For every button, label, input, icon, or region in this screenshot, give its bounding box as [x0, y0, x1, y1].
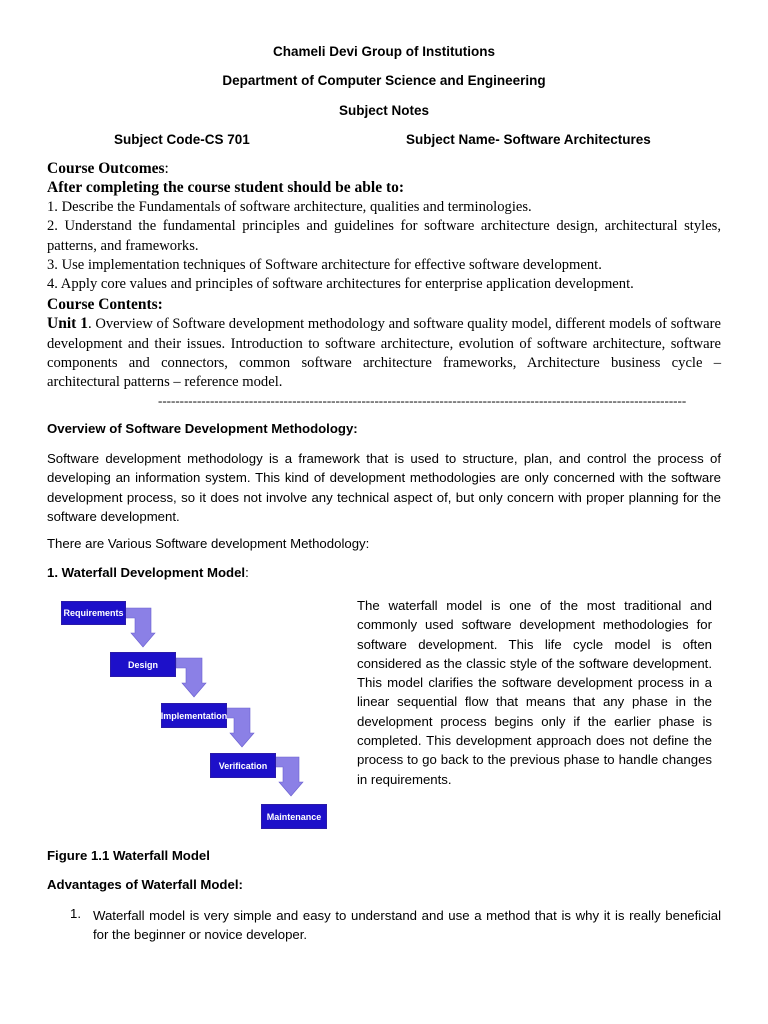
waterfall-description: The waterfall model is one of the most traditional and commonly used software development methodologies for software development. This life cycle model is often considered as the classic style of the software development. This model clarifies the software development process in a linear sequential flow that means that any phase in the development process begins only if the earlier phase is completed. This development approach does not define the process to go back to the previous phase to handle changes in requirements. [357, 598, 712, 787]
waterfall-heading: 1. Waterfall Development Model: [47, 565, 249, 580]
doc-type-title: Subject Notes [338, 103, 430, 118]
subject-name: Subject Name- Software Architectures [406, 132, 651, 147]
advantage-item: Waterfall model is very simple and easy to understand and use a method that is why it is really beneficial for the beginner or novice developer. [93, 908, 721, 943]
outcome-item: 1. Describe the Fundamentals of software architecture, qualities and terminologies. [47, 198, 532, 215]
overview-heading: Overview of Software Development Methodology: [47, 421, 358, 436]
advantage-number: 1. [70, 906, 81, 921]
department-title: Department of Computer Science and Engineering [222, 73, 546, 88]
arrow-icon [176, 658, 206, 697]
separator-line: -------------------------------------------------------------------------------------------------------------------------- [158, 393, 687, 408]
advantages-heading: Advantages of Waterfall Model: [47, 877, 243, 892]
course-contents-heading: Course Contents: [47, 295, 163, 313]
institution-title: Chameli Devi Group of Institutions [272, 44, 495, 59]
waterfall-step-implementation: Implementation [161, 703, 227, 728]
arrow-icon [224, 708, 254, 747]
waterfall-step-maintenance: Maintenance [261, 804, 327, 829]
unit-text: . Overview of Software development methodology and software quality model, different models of software development and their issues. Introduction to software architecture, evolution of software architecture, software components and connectors, common software architecture frameworks, Architecture business cycle – architectural patterns – reference model. [47, 316, 721, 391]
course-outcomes-intro: After completing the course student should be able to: [47, 179, 405, 197]
methodology-intro: There are Various Software development Methodology: [47, 536, 370, 551]
waterfall-step-verification: Verification [210, 753, 276, 778]
waterfall-step-requirements: Requirements [61, 601, 126, 625]
outcome-item: 4. Apply core values and principles of software architectures for enterprise application development. [47, 276, 634, 293]
waterfall-step-design: Design [110, 652, 176, 677]
course-outcomes-heading: Course Outcomes: [47, 160, 169, 177]
arrow-icon [273, 757, 303, 796]
outcome-item: 2. Understand the fundamental principles and guidelines for software architecture design, architectural styles, patterns, and frameworks. [47, 218, 721, 254]
outcome-item: 3. Use implementation techniques of Software architecture for effective software development. [47, 257, 602, 274]
arrow-icon [125, 608, 155, 647]
course-outcomes-section [47, 159, 721, 393]
overview-paragraph: Software development methodology is a framework that is used to structure, plan, and control the process of developing an information system. This kind of development methodologies are only concerned with the software development process, so it does not involve any technical aspect of, but only concern with proper planning for the software development. [47, 451, 721, 525]
unit-label: Unit 1 [47, 315, 88, 333]
figure-caption: Figure 1.1 Waterfall Model [47, 848, 210, 863]
subject-code: Subject Code-CS 701 [114, 132, 250, 147]
unit-1-paragraph [47, 314, 721, 393]
